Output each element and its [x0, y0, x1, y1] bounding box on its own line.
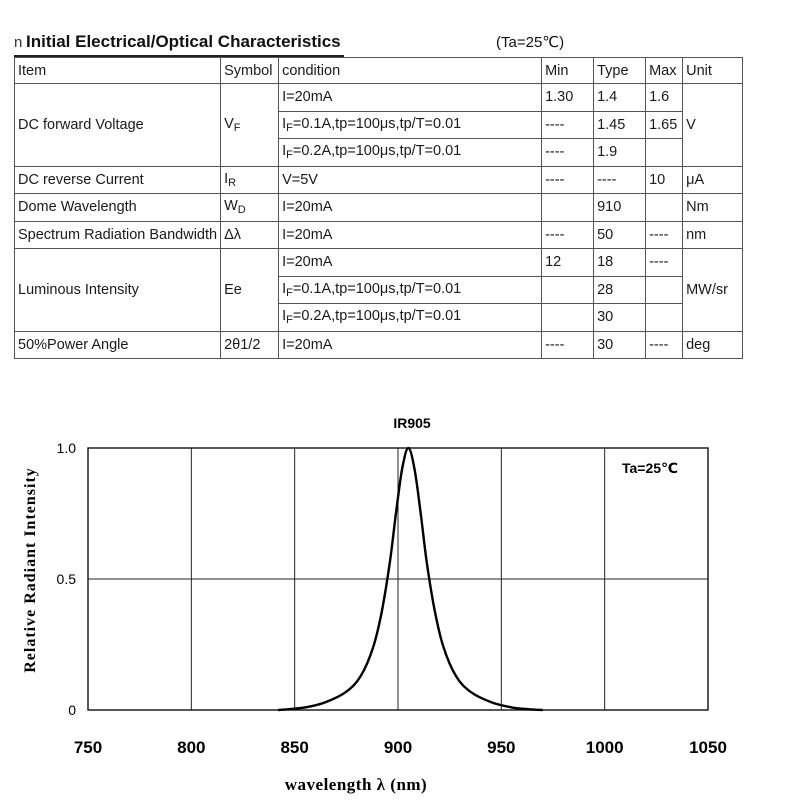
condition-cell: $I_F=0.2A,tp=100\mu s,tp/T=0.01$ [279, 139, 542, 167]
spec-header [14, 30, 794, 56]
typ-cell: 28 [594, 276, 646, 304]
item-cell: Luminous Intensity [15, 249, 221, 332]
max-cell: 10 [646, 166, 683, 194]
x-tick-label: 1050 [689, 738, 727, 757]
unit-cell: μA [683, 166, 743, 194]
max-cell: 1.6 [646, 84, 683, 112]
max-cell [646, 304, 683, 332]
ambient-condition: (Ta=25℃) [496, 34, 565, 51]
min-cell: 1.30 [542, 84, 594, 112]
condition-cell: I=20mA [279, 84, 542, 112]
table-header-row [15, 58, 743, 84]
symbol-cell: $W_D$ [221, 194, 279, 222]
unit-cell: V [683, 84, 743, 167]
symbol-cell: $I_R$ [221, 166, 279, 194]
condition-cell: I=20mA [279, 331, 542, 359]
item-cell: DC reverse Current [15, 166, 221, 194]
typ-cell: 1.9 [594, 139, 646, 167]
table-row [15, 84, 743, 112]
item-cell: DC forward Voltage [15, 84, 221, 167]
max-cell [646, 194, 683, 222]
x-tick-label: 850 [280, 738, 309, 757]
max-cell [646, 139, 683, 167]
min-cell: ---- [542, 111, 594, 139]
y-tick-labels [57, 440, 77, 718]
header-unit: Unit [683, 58, 743, 84]
condition-cell: I=20mA [279, 249, 542, 277]
max-cell: 1.65 [646, 111, 683, 139]
typ-cell: 910 [594, 194, 646, 222]
x-tick-label: 800 [177, 738, 206, 757]
typ-cell: ---- [594, 166, 646, 194]
temperature-annotation: Ta=25℃ [622, 460, 678, 476]
x-tick-label: 750 [73, 738, 103, 757]
header-typ: Type [594, 58, 646, 84]
table-row [15, 249, 743, 277]
typ-cell: 1.45 [594, 111, 646, 139]
table-row [15, 194, 743, 222]
min-cell: ---- [542, 221, 594, 249]
y-tick-label: 0 [68, 702, 76, 718]
condition-cell: $I_F=0.1A,tp=100\mu s,tp/T=0.01$ [279, 111, 542, 139]
x-tick-label: 900 [383, 738, 413, 757]
x-axis-label: wavelength λ (nm) [284, 775, 428, 794]
condition-cell: I=20mA [279, 221, 542, 249]
y-tick-label: 1.0 [56, 440, 76, 456]
table-row [15, 331, 743, 359]
typ-cell: 50 [594, 221, 646, 249]
min-cell [542, 194, 594, 222]
table-row [15, 166, 743, 194]
table-row [15, 221, 743, 249]
max-cell: ---- [646, 221, 683, 249]
characteristics-table [14, 57, 743, 359]
min-cell: 12 [542, 249, 594, 277]
typ-cell: 1.4 [594, 84, 646, 112]
symbol-cell: Ee [221, 249, 279, 332]
min-cell [542, 304, 594, 332]
symbol-cell: $V_F$ [221, 84, 279, 167]
condition-cell: V=5V [279, 166, 542, 194]
header-max: Max [646, 58, 683, 84]
item-cell: 50%Power Angle [15, 331, 221, 359]
condition-cell: I=20mA [279, 194, 542, 222]
min-cell: ---- [542, 166, 594, 194]
chart-title: IR905 [393, 415, 431, 431]
min-cell: ---- [542, 139, 594, 167]
header-condition: condition [279, 58, 542, 84]
section-title: Initial Electrical/Optical Characteristics [26, 32, 341, 51]
x-tick-label: 950 [487, 738, 516, 757]
min-cell: ---- [542, 331, 594, 359]
condition-cell: $I_F=0.1A,tp=100\mu s,tp/T=0.01$ [279, 276, 542, 304]
header-symbol: Symbol [221, 58, 279, 84]
symbol-cell: Δλ [221, 221, 279, 249]
unit-cell: Nm [683, 194, 743, 222]
unit-cell: deg [683, 331, 743, 359]
max-cell [646, 276, 683, 304]
typ-cell: 30 [594, 331, 646, 359]
symbol-cell: 2θ1/2 [221, 331, 279, 359]
x-tick-labels [74, 738, 727, 757]
y-axis-label: Relative Radiant Intensity [22, 467, 39, 673]
max-cell: ---- [646, 249, 683, 277]
spectrum-chart [0, 380, 800, 800]
typ-cell: 18 [594, 249, 646, 277]
max-cell: ---- [646, 331, 683, 359]
item-cell: Dome Wavelength [15, 194, 221, 222]
x-tick-label: 1000 [585, 738, 624, 757]
min-cell [542, 276, 594, 304]
unit-cell: nm [683, 221, 743, 249]
chart-grid [88, 448, 708, 710]
header-min: Min [542, 58, 594, 84]
bullet-mark: n [14, 34, 23, 51]
unit-cell: MW/sr [683, 249, 743, 332]
y-tick-label: 0.5 [56, 571, 76, 587]
header-item: Item [15, 58, 221, 84]
typ-cell: 30 [594, 304, 646, 332]
item-cell: Spectrum Radiation Bandwidth [15, 221, 221, 249]
condition-cell: $I_F=0.2A,tp=100\mu s,tp/T=0.01$ [279, 304, 542, 332]
